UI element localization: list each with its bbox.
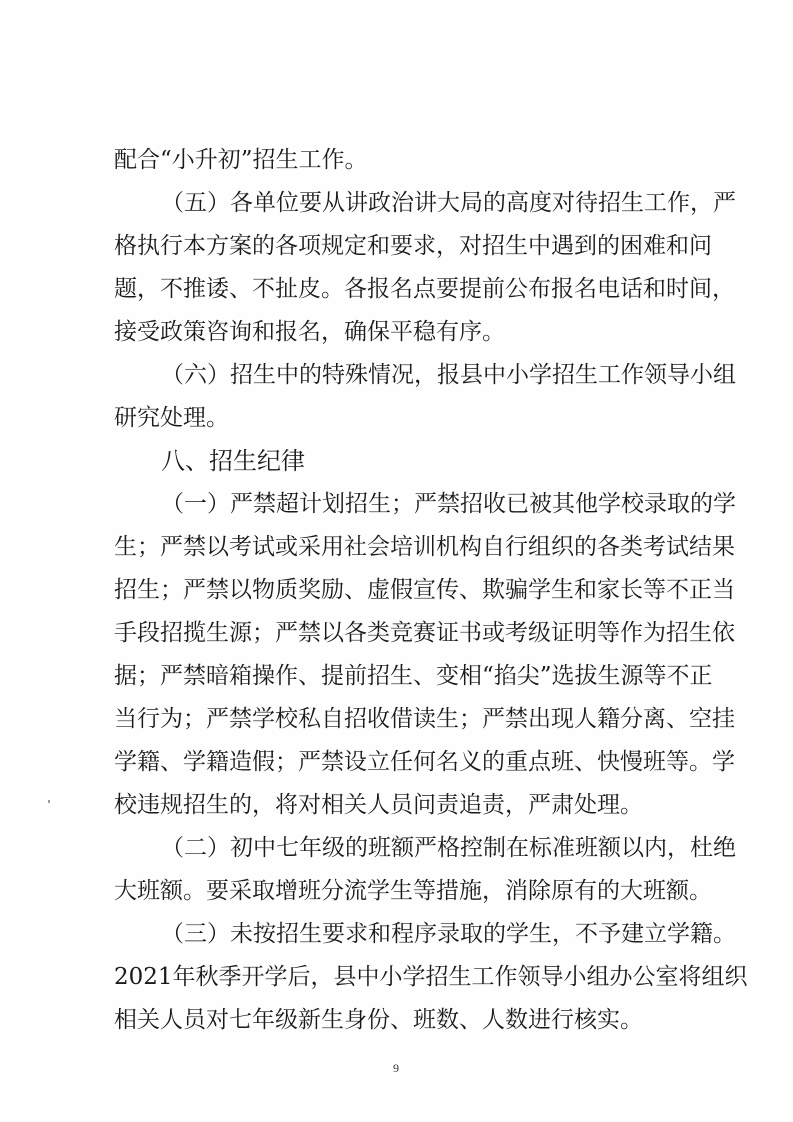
paragraph-line: 大班额。要采取增班分流学生等措施，消除原有的大班额。 bbox=[114, 878, 712, 904]
paragraph-line: 校违规招生的，将对相关人员问责追责，严肃处理。 bbox=[114, 792, 643, 818]
paragraph-line: 手段招揽生源；严禁以各类竞赛证书或考级证明等作为招生依 bbox=[114, 620, 735, 646]
paragraph-line: （五）各单位要从讲政治讲大局的高度对待招生工作，严 bbox=[161, 190, 736, 216]
paragraph-line: 生；严禁以考试或采用社会培训机构自行组织的各类考试结果 bbox=[114, 534, 735, 560]
section-heading: 八、招生纪律 bbox=[161, 447, 305, 475]
paragraph-line: （三）未按招生要求和程序录取的学生，不予建立学籍。 bbox=[161, 921, 736, 947]
page-number: 9 bbox=[393, 1061, 399, 1075]
paragraph-line: 题，不推诿、不扯皮。各报名点要提前公布报名电话和时间， bbox=[114, 276, 735, 302]
paragraph-line: 接受政策咨询和报名，确保平稳有序。 bbox=[114, 319, 505, 345]
paragraph-line: （一）严禁超计划招生；严禁招收已被其他学校录取的学 bbox=[161, 491, 736, 517]
paragraph-line: 据；严禁暗箱操作、提前招生、变相“掐尖”选拔生源等不正 bbox=[114, 663, 713, 689]
paragraph-line: 学籍、学籍造假；严禁设立任何名义的重点班、快慢班等。学 bbox=[114, 749, 735, 775]
paragraph-line: （六）招生中的特殊情况，报县中小学招生工作领导小组 bbox=[161, 362, 736, 388]
paragraph-line: 招生；严禁以物质奖励、虚假宣传、欺骗学生和家长等不正当 bbox=[114, 577, 735, 603]
paragraph-line: 研究处理。 bbox=[114, 405, 229, 431]
paragraph-line: 格执行本方案的各项规定和要求，对招生中遇到的困难和问 bbox=[114, 233, 712, 259]
paragraph-line: 配合“小升初”招生工作。 bbox=[114, 147, 368, 173]
paragraph-line: 相关人员对七年级新生身份、班数、人数进行核实。 bbox=[114, 1007, 643, 1033]
paragraph-line: 2021年秋季开学后，县中小学招生工作领导小组办公室将组织 bbox=[114, 964, 748, 990]
paragraph-line: （二）初中七年级的班额严格控制在标准班额以内，杜绝 bbox=[161, 835, 736, 861]
scan-speck bbox=[48, 800, 50, 803]
paragraph-line: 当行为；严禁学校私自招收借读生；严禁出现人籍分离、空挂 bbox=[114, 706, 735, 732]
